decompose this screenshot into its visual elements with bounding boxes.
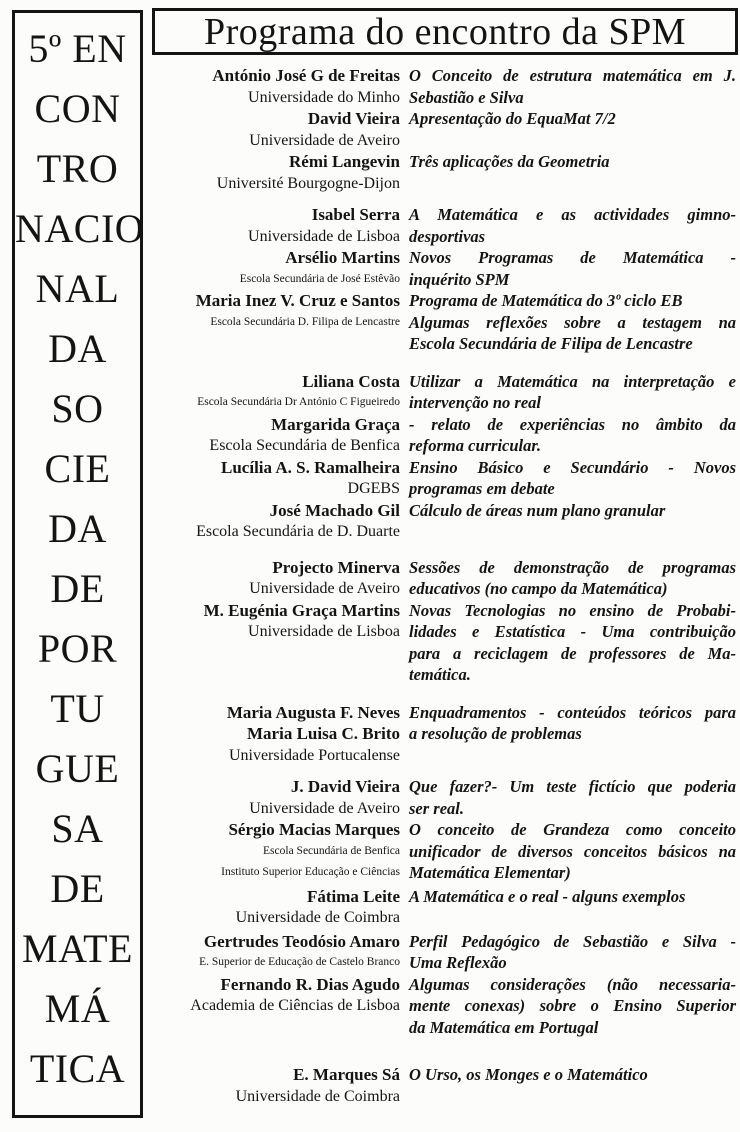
talk-title-column [409,819,736,884]
speaker-name: Fátima Leite [307,886,400,906]
program-entry-row [152,600,738,686]
talk-title-column [409,457,736,500]
talk-title-column [409,702,736,745]
sidebar-title-line: 5º EN [28,26,127,71]
speaker-column [152,702,400,767]
speaker-affiliation: Escola Secundária D. Filipa de Lencastre [210,315,400,328]
program-entry-row [152,776,738,819]
talk-title-column [409,247,736,290]
speaker-affiliation: Université Bourgogne-Dijon [216,174,400,192]
speaker-name: Maria Luisa C. Brito [247,724,400,743]
talk-title-line: Apresentação do EquaMat 7/2 [409,109,616,128]
program-entry-row [152,371,738,414]
program-entry-row [152,65,738,108]
talk-title-line: Programa de Matemática do 3º ciclo EB [409,291,683,310]
sidebar-title-line: NAL [35,266,120,311]
event-title-sidebar [12,10,143,1118]
talk-title-line: Que fazer?- Um teste fictício que poderia [409,777,736,796]
talk-title-line: Ensino Básico e Secundário - Novos [409,457,736,477]
sidebar-title-line: GUE [35,746,120,791]
program-entry-row [152,974,738,1039]
talk-title-line: unificador de diversos conceitos básicos na [409,841,736,861]
sidebar-title-line: DA [48,506,107,551]
talk-title-column [409,108,736,130]
speaker-affiliation: Universidade de Lisboa [248,227,400,245]
talk-title-line: a resolução de problemas [409,724,582,743]
sidebar-title-line: TICA [29,1046,126,1091]
speaker-column [152,151,400,194]
talk-title-line: O conceito de Grandeza como conceito [409,820,736,839]
program-entry-row [152,1064,738,1107]
talk-title-column [409,371,736,414]
program-entry-row [152,290,738,355]
program-entry-row [152,204,738,247]
speaker-affiliation: Universidade de Aveiro [249,131,400,149]
speaker-affiliation: Escola Secundária Dr António C Figueiredo [197,396,400,408]
talk-title-column [409,414,736,457]
talk-title-line: Perfil Pedagógico de Sebastião e Silva - [409,931,736,951]
talk-title-column [409,600,736,686]
speaker-name: David Vieira [307,109,400,128]
talk-title-line: mente conexas) sobre o Ensino Superior [409,996,736,1015]
speaker-affiliation: Academia de Ciências de Lisboa [190,997,400,1014]
program-entry-row [152,151,738,194]
talk-title-line: Uma Reflexão [409,953,507,972]
speaker-affiliation: Universidade de Aveiro [249,799,400,817]
speaker-name: Fernando R. Dias Agudo [220,974,400,994]
speaker-affiliation: Escola Secundária de D. Duarte [196,523,400,540]
sidebar-title-line: SO [51,386,104,431]
sidebar-title-line: MATE [22,926,133,971]
speaker-column [152,65,400,108]
sidebar-title-line: DE [50,566,105,611]
talk-title-column [409,886,736,908]
talk-title-line: temática. [409,665,471,684]
speaker-affiliation: Universidade de Lisboa [248,623,400,640]
program-entry-row [152,247,738,290]
speaker-name: Isabel Serra [311,205,400,224]
speaker-affiliation: Universidade de Aveiro [249,580,400,597]
talk-title-line: Três aplicações da Geometria [409,152,610,171]
program-entry-row [152,108,738,151]
speaker-affiliation: Escola Secundária de Benfica [209,437,400,454]
talk-title-column [409,151,736,173]
speaker-column [152,974,400,1017]
talk-title-line: A Matemática e o real - alguns exemplos [409,886,686,906]
program-entry-row [152,702,738,767]
talk-title-line: Sebastião e Silva [409,87,524,107]
page-title: Programa do encontro da SPM [203,10,687,53]
speaker-affiliation: Escola Secundária de Benfica [263,844,400,857]
speaker-column [152,414,400,457]
speaker-name: Liliana Costa [302,371,400,391]
talk-title-line: educativos (no campo da Matemática) [409,579,668,598]
program-entry-row [152,457,738,500]
sidebar-title-line: MÁ [44,986,111,1031]
speaker-affiliation: Universidade do Minho [248,88,400,106]
talk-title-line: da Matemática em Portugal [409,1017,599,1037]
speaker-column [152,1064,400,1107]
program-entry-row [152,931,738,974]
sidebar-title-line: POR [37,626,118,671]
program-entry-row [152,886,738,929]
program-entry-row [152,500,738,543]
speaker-affiliation: Universidade de Coimbra [235,909,400,926]
speaker-column [152,886,400,929]
speaker-name: Rémi Langevin [289,152,400,171]
talk-title-line: Enquadramentos - conteúdos teóricos para [409,702,736,722]
talk-title-line: ser real. [409,798,464,818]
speaker-column [152,931,400,974]
talk-title-column [409,500,736,522]
sidebar-title-line: TU [50,686,105,731]
talk-title-line: Algumas considerações (não necessaria- [409,974,736,994]
program-entry-row [152,414,738,457]
speaker-name: Maria Inez V. Cruz e Santos [195,291,400,310]
talk-title-line: programas em debate [409,479,555,498]
speaker-column [152,204,400,247]
sidebar-title-line: CIE [44,446,111,491]
speaker-name: Margarida Graça [271,414,400,434]
talk-title-column [409,931,736,974]
program-entries [152,65,738,1107]
speaker-name: Lucília A. S. Ramalheira [221,457,400,477]
talk-title-line: Matemática Elementar) [409,863,571,882]
speaker-column [152,600,400,643]
talk-title-column [409,65,736,108]
talk-title-line: - relato de experiências no âmbito da [409,414,736,434]
talk-title-line: Novas Tecnologias no ensino de Probabi- [409,600,736,620]
program-main [152,8,738,1107]
speaker-name: E. Marques Sá [293,1065,400,1084]
talk-title-line: Algumas reflexões sobre a testagem na [409,312,736,332]
speaker-name: Projecto Minerva [272,557,400,577]
speaker-column [152,290,400,333]
speaker-column [152,457,400,500]
sidebar-title-line: DA [48,326,107,371]
sidebar-title-line: CON [34,86,121,131]
talk-title-column [409,1064,736,1086]
talk-title-line: reforma curricular. [409,436,542,455]
talk-title-line: Escola Secundária de Filipa de Lencastre [409,334,693,353]
speaker-name: Maria Augusta F. Neves [226,702,400,722]
sidebar-title-line: TRO [36,146,119,191]
talk-title-line: Sessões de demonstração de programas [409,557,736,577]
speaker-name: José Machado Gil [269,500,400,520]
speaker-name: Arsélio Martins [285,248,400,267]
speaker-affiliation: Instituto Superior Educação e Ciências [221,866,400,878]
speaker-column [152,247,400,290]
speaker-name: António José G de Freitas [212,66,400,85]
speaker-column [152,819,400,884]
speaker-column [152,500,400,543]
talk-title-column [409,974,736,1039]
talk-title-line: desportivas [409,226,486,246]
talk-title-column [409,204,736,247]
program-entry-row [152,819,738,884]
talk-title-line: O Conceito de estrutura matemática em J. [409,66,736,85]
talk-title-column [409,557,736,600]
speaker-affiliation: E. Superior de Educação de Castelo Branco [199,956,400,968]
talk-title-line: intervenção no real [409,393,541,412]
talk-title-column [409,776,736,819]
talk-title-column [409,290,736,355]
sidebar-title-line: SA [51,806,104,851]
speaker-name: Gertrudes Teodósio Amaro [203,931,400,951]
speaker-column [152,776,400,819]
talk-title-line: Utilizar a Matemática na interpretação e [409,371,736,391]
talk-title-line: inquérito SPM [409,269,510,289]
speaker-affiliation: Universidade Portucalense [228,746,400,764]
speaker-name: M. Eugénia Graça Martins [203,600,400,620]
program-entry-row [152,557,738,600]
speaker-affiliation: DGEBS [347,480,400,497]
sidebar-title-line: DE [50,866,105,911]
speaker-name: Sérgio Macias Marques [228,820,400,839]
speaker-name: J. David Vieira [290,777,400,796]
speaker-affiliation: Universidade de Coimbra [235,1087,400,1105]
talk-title-line: A Matemática e as actividades gimno- [409,205,736,224]
page-title-box [152,8,738,55]
speaker-column [152,557,400,600]
talk-title-line: Cálculo de áreas num plano granular [409,500,666,520]
sidebar-title-line: NACIO [15,206,145,251]
talk-title-line: lidades e Estatística - Uma contribuição [409,622,736,641]
speaker-column [152,108,400,151]
talk-title-line: para a reciclagem de professores de Ma- [409,643,736,663]
talk-title-line: Novos Programas de Matemática - [409,248,736,267]
speaker-affiliation: Escola Secundária de José Estêvão [239,272,400,285]
talk-title-line: O Urso, os Monges e o Matemático [409,1065,648,1084]
speaker-column [152,371,400,414]
